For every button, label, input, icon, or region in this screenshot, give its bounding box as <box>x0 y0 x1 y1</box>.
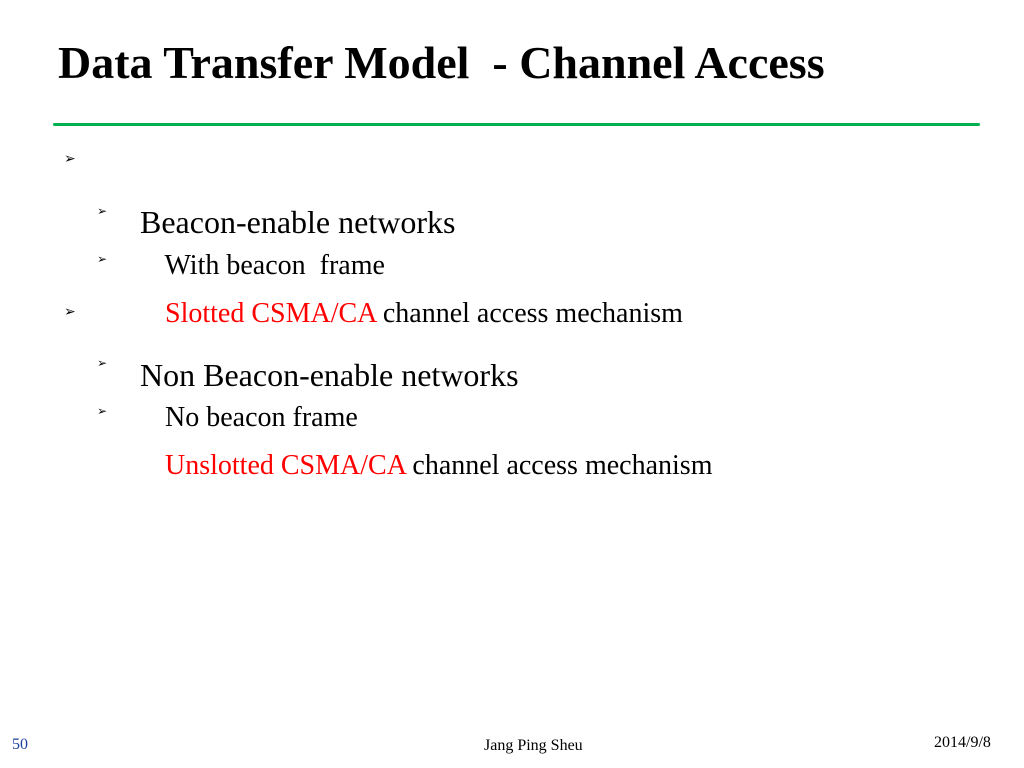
slide-title: Data Transfer Model - Channel Access <box>58 37 825 88</box>
bullet-text: With beacon frame <box>164 250 385 281</box>
arrowhead-bullet-icon: ➢ <box>97 404 108 418</box>
bullet-text: Non Beacon-enable networks <box>140 357 519 393</box>
bullet-text: Beacon-enable networks <box>140 204 456 240</box>
slide-page-number: 50 <box>12 736 28 753</box>
arrowhead-bullet-icon: ➢ <box>97 252 108 266</box>
arrowhead-bullet-icon: ➢ <box>64 304 76 320</box>
slide-author: Jang Ping Sheu <box>484 737 583 754</box>
arrowhead-bullet-icon: ➢ <box>97 204 108 218</box>
slide-date: 2014/9/8 <box>934 734 991 751</box>
bullet-unslotted-csma-ca <box>97 396 713 508</box>
bullet-text: channel access mechanism <box>405 450 713 481</box>
bullet-text: channel access mechanism <box>375 298 683 329</box>
arrowhead-bullet-icon: ➢ <box>64 151 76 167</box>
bullet-text: No beacon frame <box>165 402 358 433</box>
arrowhead-bullet-icon: ➢ <box>97 356 108 370</box>
bullet-highlight-text: Slotted CSMA/CA <box>165 298 376 329</box>
bullet-highlight-text: Unslotted CSMA/CA <box>165 450 406 481</box>
title-divider <box>53 123 980 126</box>
